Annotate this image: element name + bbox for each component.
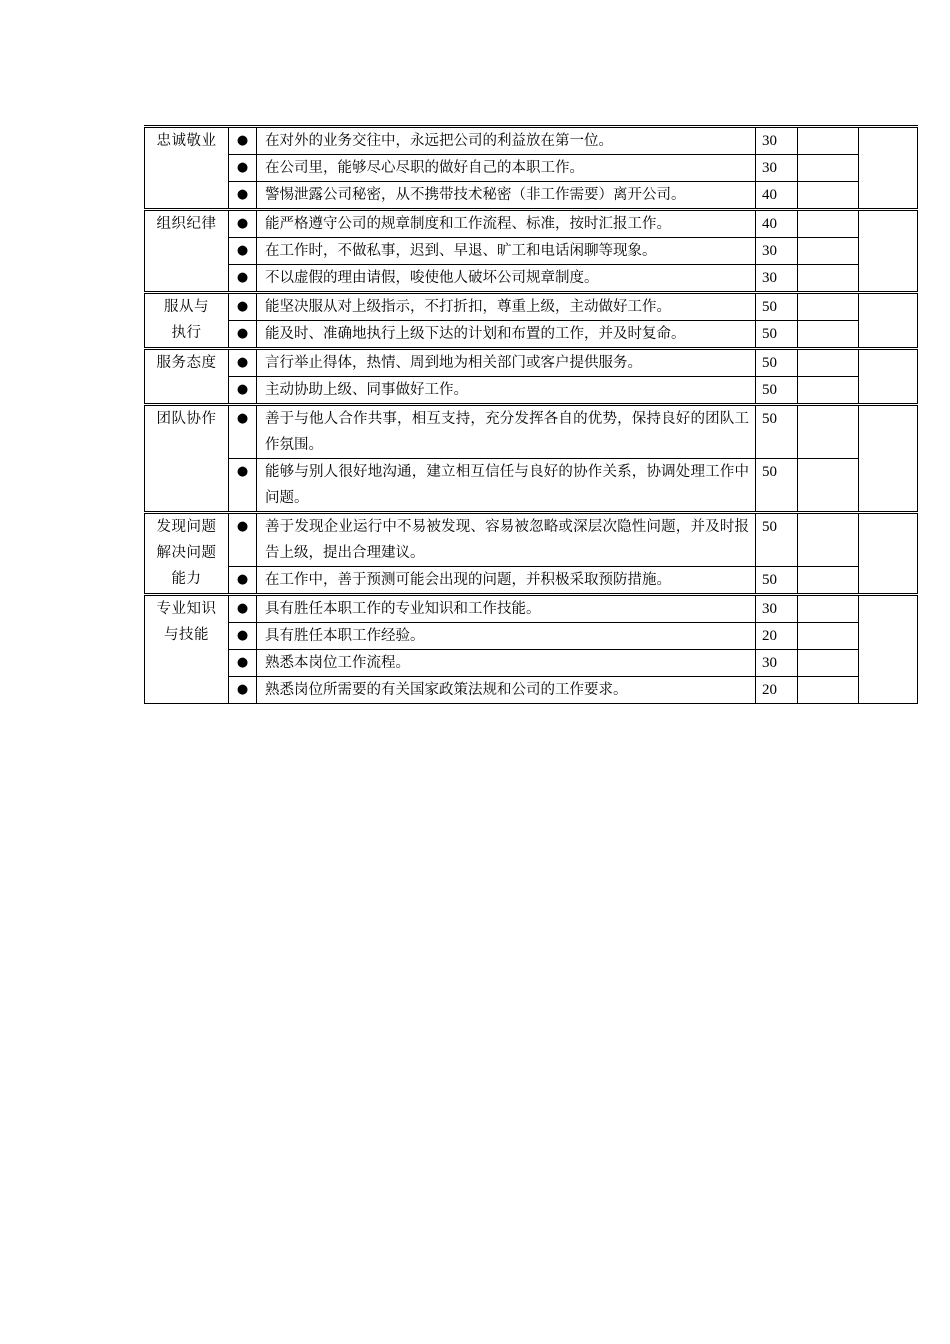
criterion-text: 在工作中，善于预测可能会出现的问题，并积极采取预防措施。 bbox=[257, 567, 756, 595]
max-score: 30 bbox=[756, 595, 798, 623]
group-total-cell[interactable] bbox=[859, 513, 918, 595]
bullet-icon: ● bbox=[229, 265, 257, 293]
bullet-icon: ● bbox=[229, 405, 257, 459]
criterion-text: 不以虚假的理由请假，唆使他人破坏公司规章制度。 bbox=[257, 265, 756, 293]
category-label bbox=[145, 405, 229, 513]
score-entry-cell[interactable] bbox=[798, 182, 859, 210]
table-row bbox=[145, 677, 918, 704]
criteria-group bbox=[145, 210, 918, 293]
bullet-icon: ● bbox=[229, 650, 257, 677]
bullet-icon: ● bbox=[229, 677, 257, 704]
bullet-icon: ● bbox=[229, 623, 257, 650]
criteria-group bbox=[145, 349, 918, 405]
score-entry-cell[interactable] bbox=[798, 293, 859, 321]
criterion-text: 能严格遵守公司的规章制度和工作流程、标准，按时汇报工作。 bbox=[257, 210, 756, 238]
bullet-icon: ● bbox=[229, 349, 257, 377]
criterion-text: 善于与他人合作共事，相互支持，充分发挥各自的优势，保持良好的团队工作氛围。 bbox=[257, 405, 756, 459]
bullet-icon: ● bbox=[229, 377, 257, 405]
criterion-text: 言行举止得体，热情、周到地为相关部门或客户提供服务。 bbox=[257, 349, 756, 377]
score-entry-cell[interactable] bbox=[798, 405, 859, 459]
max-score: 50 bbox=[756, 513, 798, 567]
score-entry-cell[interactable] bbox=[798, 650, 859, 677]
score-entry-cell[interactable] bbox=[798, 567, 859, 595]
table-row bbox=[145, 238, 918, 265]
criterion-text: 在工作时，不做私事，迟到、早退、旷工和电话闲聊等现象。 bbox=[257, 238, 756, 265]
bullet-icon: ● bbox=[229, 127, 257, 155]
criteria-group bbox=[145, 405, 918, 513]
max-score: 30 bbox=[756, 650, 798, 677]
score-entry-cell[interactable] bbox=[798, 459, 859, 513]
score-entry-cell[interactable] bbox=[798, 210, 859, 238]
max-score: 50 bbox=[756, 349, 798, 377]
criteria-group bbox=[145, 595, 918, 704]
table-row bbox=[145, 155, 918, 182]
max-score: 20 bbox=[756, 677, 798, 704]
max-score: 50 bbox=[756, 377, 798, 405]
criterion-text: 能够与别人很好地沟通，建立相互信任与良好的协作关系，协调处理工作中问题。 bbox=[257, 459, 756, 513]
bullet-icon: ● bbox=[229, 513, 257, 567]
table-row bbox=[145, 210, 918, 238]
criterion-text: 善于发现企业运行中不易被发现、容易被忽略或深层次隐性问题，并及时报告上级，提出合理建议。 bbox=[257, 513, 756, 567]
score-entry-cell[interactable] bbox=[798, 623, 859, 650]
table-row bbox=[145, 182, 918, 210]
max-score: 50 bbox=[756, 459, 798, 513]
criterion-text: 熟悉本岗位工作流程。 bbox=[257, 650, 756, 677]
max-score: 30 bbox=[756, 265, 798, 293]
criterion-text: 能及时、准确地执行上级下达的计划和布置的工作，并及时复命。 bbox=[257, 321, 756, 349]
table-row bbox=[145, 513, 918, 567]
category-label bbox=[145, 513, 229, 595]
max-score: 30 bbox=[756, 127, 798, 155]
bullet-icon: ● bbox=[229, 210, 257, 238]
criterion-text: 在公司里，能够尽心尽职的做好自己的本职工作。 bbox=[257, 155, 756, 182]
criterion-text: 具有胜任本职工作的专业知识和工作技能。 bbox=[257, 595, 756, 623]
score-entry-cell[interactable] bbox=[798, 265, 859, 293]
table-row bbox=[145, 377, 918, 405]
category-label bbox=[145, 127, 229, 210]
score-entry-cell[interactable] bbox=[798, 155, 859, 182]
score-entry-cell[interactable] bbox=[798, 677, 859, 704]
max-score: 40 bbox=[756, 210, 798, 238]
table-row bbox=[145, 459, 918, 513]
group-total-cell[interactable] bbox=[859, 349, 918, 405]
table-row bbox=[145, 567, 918, 595]
score-entry-cell[interactable] bbox=[798, 513, 859, 567]
max-score: 30 bbox=[756, 238, 798, 265]
category-label-line: 能力 bbox=[171, 571, 202, 587]
category-label-line: 专业知识 bbox=[156, 601, 217, 617]
max-score: 50 bbox=[756, 405, 798, 459]
score-entry-cell[interactable] bbox=[798, 127, 859, 155]
table-row bbox=[145, 595, 918, 623]
category-label-line: 解决问题 bbox=[156, 545, 217, 561]
bullet-icon: ● bbox=[229, 155, 257, 182]
category-label bbox=[145, 595, 229, 704]
bullet-icon: ● bbox=[229, 567, 257, 595]
category-label-line: 忠诚敬业 bbox=[156, 133, 217, 149]
bullet-icon: ● bbox=[229, 321, 257, 349]
bullet-icon: ● bbox=[229, 238, 257, 265]
evaluation-table bbox=[144, 125, 918, 704]
group-total-cell[interactable] bbox=[859, 293, 918, 349]
table-row bbox=[145, 321, 918, 349]
category-label-line: 服从与 bbox=[164, 299, 209, 315]
criteria-group bbox=[145, 127, 918, 210]
max-score: 50 bbox=[756, 567, 798, 595]
bullet-icon: ● bbox=[229, 595, 257, 623]
category-label-line: 服务态度 bbox=[156, 355, 217, 371]
category-label-line: 执行 bbox=[171, 325, 202, 341]
table-row bbox=[145, 349, 918, 377]
score-entry-cell[interactable] bbox=[798, 595, 859, 623]
max-score: 50 bbox=[756, 321, 798, 349]
criterion-text: 熟悉岗位所需要的有关国家政策法规和公司的工作要求。 bbox=[257, 677, 756, 704]
category-label bbox=[145, 210, 229, 293]
max-score: 40 bbox=[756, 182, 798, 210]
table-row bbox=[145, 127, 918, 155]
category-label-line: 与技能 bbox=[164, 627, 209, 643]
table-row bbox=[145, 265, 918, 293]
category-label-line: 发现问题 bbox=[156, 519, 217, 535]
criterion-text: 具有胜任本职工作经验。 bbox=[257, 623, 756, 650]
category-label-line: 组织纪律 bbox=[156, 216, 217, 232]
criteria-group bbox=[145, 293, 918, 349]
criterion-text: 警惕泄露公司秘密，从不携带技术秘密（非工作需要）离开公司。 bbox=[257, 182, 756, 210]
criterion-text: 主动协助上级、同事做好工作。 bbox=[257, 377, 756, 405]
table-row bbox=[145, 293, 918, 321]
table-row bbox=[145, 623, 918, 650]
group-total-cell[interactable] bbox=[859, 595, 918, 704]
category-label bbox=[145, 293, 229, 349]
group-total-cell[interactable] bbox=[859, 210, 918, 293]
table-row bbox=[145, 405, 918, 459]
bullet-icon: ● bbox=[229, 182, 257, 210]
criterion-text: 能坚决服从对上级指示，不打折扣，尊重上级，主动做好工作。 bbox=[257, 293, 756, 321]
score-entry-cell[interactable] bbox=[798, 349, 859, 377]
group-total-cell[interactable] bbox=[859, 405, 918, 513]
bullet-icon: ● bbox=[229, 459, 257, 513]
table-row bbox=[145, 650, 918, 677]
max-score: 20 bbox=[756, 623, 798, 650]
max-score: 30 bbox=[756, 155, 798, 182]
max-score: 50 bbox=[756, 293, 798, 321]
criteria-group bbox=[145, 513, 918, 595]
score-entry-cell[interactable] bbox=[798, 238, 859, 265]
category-label bbox=[145, 349, 229, 405]
group-total-cell[interactable] bbox=[859, 127, 918, 210]
score-entry-cell[interactable] bbox=[798, 377, 859, 405]
criterion-text: 在对外的业务交往中，永远把公司的利益放在第一位。 bbox=[257, 127, 756, 155]
category-label-line: 团队协作 bbox=[156, 411, 217, 427]
bullet-icon: ● bbox=[229, 293, 257, 321]
score-entry-cell[interactable] bbox=[798, 321, 859, 349]
